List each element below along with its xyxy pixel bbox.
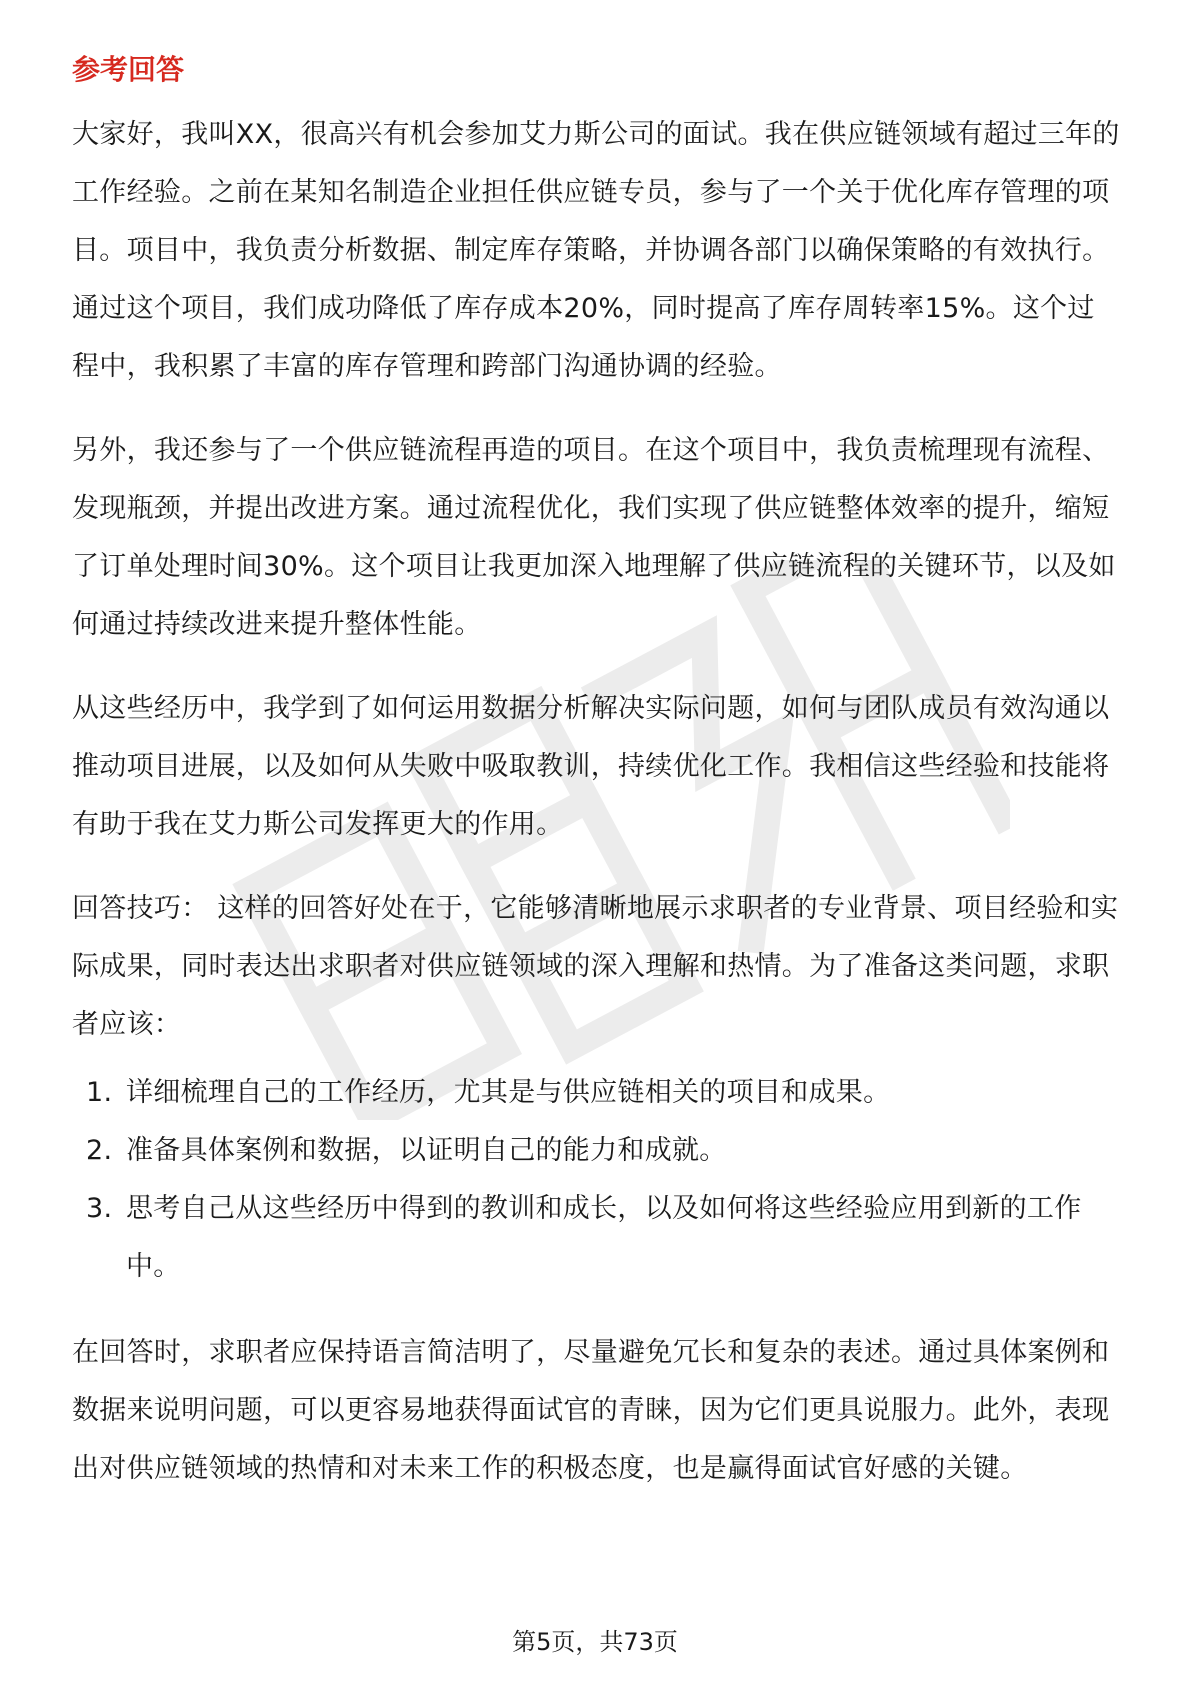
page-number-footer: 第5页，共73页 xyxy=(512,1628,678,1656)
list-item-text: 准备具体案例和数据，以证明自己的能力和成就。 xyxy=(126,1135,727,1166)
list-item-text: 详细梳理自己的工作经历，尤其是与供应链相关的项目和成果。 xyxy=(126,1077,891,1108)
list-item xyxy=(72,1064,1122,1122)
answer-paragraph-1: 大家好，我叫XX，很高兴有机会参加艾力斯公司的面试。我在供应链领域有超过三年的工作经验。之前在某知名制造企业担任供应链专员，参与了一个关于优化库存管理的项目。项目中，我负责分析数据、制定库存策略，并协调各部门以确保策略的有效执行。通过这个项目，我们成功降低了库存成本20%，同时提高了库存周转率15%。这个过程中，我积累了丰富的库存管理和跨部门沟通协调的经验。 xyxy=(72,119,1120,382)
tips-paragraph: 回答技巧： 这样的回答好处在于，它能够清晰地展示求职者的专业背景、项目经验和实际成果，同时表达出求职者对供应链领域的深入理解和热情。为了准备这类问题，求职者应该： xyxy=(72,893,1119,1040)
answer-paragraph-2: 另外，我还参与了一个供应链流程再造的项目。在这个项目中，我负责梳理现有流程、发现瓶颈，并提出改进方案。通过流程优化，我们实现了供应链整体效率的提升，缩短了订单处理时间30%。这个项目让我更加深入地理解了供应链流程的关键环节，以及如何通过持续改进来提升整体性能。 xyxy=(72,435,1116,640)
list-item-number: 3. xyxy=(86,1193,113,1224)
section-heading: 参考回答 xyxy=(72,53,185,86)
tips-list xyxy=(72,1064,1122,1296)
answer-paragraph-3: 从这些经历中，我学到了如何运用数据分析解决实际问题，如何与团队成员有效沟通以推动项目进展，以及如何从失败中吸取教训，持续优化工作。我相信这些经验和技能将有助于我在艾力斯公司发挥更大的作用。 xyxy=(72,693,1110,840)
list-item xyxy=(72,1122,1122,1180)
list-item-number: 1. xyxy=(86,1077,113,1108)
closing-paragraph: 在回答时，求职者应保持语言简洁明了，尽量避免冗长和复杂的表述。通过具体案例和数据来说明问题，可以更容易地获得面试官的青睐，因为它们更具说服力。此外，表现出对供应链领域的热情和对未来工作的积极态度，也是赢得面试官好感的关键。 xyxy=(72,1337,1110,1484)
list-item-text: 思考自己从这些经历中得到的教训和成长，以及如何将这些经验应用到新的工作中。 xyxy=(126,1193,1082,1282)
list-item xyxy=(72,1180,1122,1296)
document-body xyxy=(72,48,1122,1524)
list-item-number: 2. xyxy=(86,1135,113,1166)
